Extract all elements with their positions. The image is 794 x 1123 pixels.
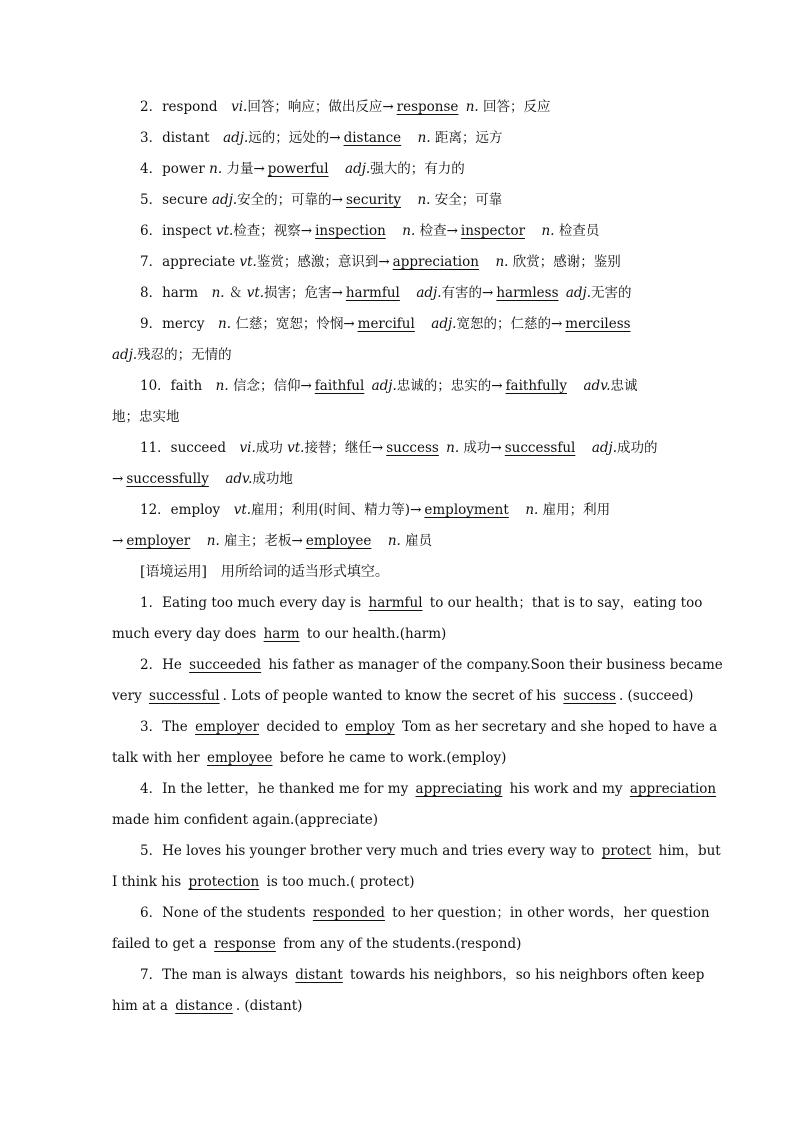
text-segment: adv. — [225, 471, 253, 487]
text-segment: n. — [211, 285, 225, 301]
answer-blank: distance — [175, 998, 233, 1014]
answer-blank: inspector — [460, 223, 526, 239]
text-segment — [578, 440, 592, 456]
exercise-item-continuation — [112, 805, 682, 836]
text-segment: 1．Eating too much every day is — [140, 595, 366, 611]
text-segment: 检查员 — [554, 223, 600, 239]
text-segment: n. — [417, 192, 431, 208]
answer-blank: succeeded — [189, 657, 262, 673]
vocab-item — [112, 185, 682, 216]
text-segment: n. — [525, 502, 539, 518]
text-segment: 信念；信仰→ — [228, 378, 312, 394]
text-segment: n. — [417, 130, 431, 146]
answer-blank: harmful — [368, 595, 423, 611]
text-segment: adj. — [591, 440, 618, 456]
text-segment: n. — [209, 161, 223, 177]
answer-blank: responded — [312, 905, 385, 921]
text-segment: 损害；危害→ — [264, 285, 343, 301]
answer-blank: employ — [345, 719, 395, 735]
vocab-item — [112, 92, 682, 123]
text-segment: before he came to work.(employ) — [275, 750, 507, 766]
vocab-item-continuation — [112, 526, 682, 557]
text-segment: . Lots of people wanted to know the secret of his — [222, 688, 561, 704]
text-segment — [528, 223, 542, 239]
text-segment: 距离；远方 — [430, 130, 503, 146]
text-segment: very — [112, 688, 146, 704]
text-segment — [418, 316, 432, 332]
answer-blank: appreciating — [415, 781, 503, 797]
answer-blank: protection — [188, 874, 260, 890]
text-segment — [404, 192, 418, 208]
text-segment: n. — [215, 378, 229, 394]
exercise-item-continuation — [112, 867, 682, 898]
text-segment: n. — [218, 316, 232, 332]
text-segment: vt. — [233, 502, 252, 518]
text-segment: 7．The man is always — [140, 967, 293, 983]
text-segment: → — [112, 533, 124, 549]
exercise-item-continuation — [112, 681, 694, 712]
text-segment: → — [112, 471, 124, 487]
text-segment: 5．secure — [140, 192, 212, 208]
answer-blank: distant — [295, 967, 343, 983]
exercise-item — [112, 588, 703, 619]
text-segment: adj. — [565, 285, 591, 301]
text-segment: 雇员 — [400, 533, 433, 549]
text-segment: vi. — [239, 440, 256, 456]
answer-blank: harmful — [345, 285, 400, 301]
text-segment: 雇用；利用(时间、精力等)→ — [251, 502, 422, 518]
text-segment: 仁慈；宽恕；怜悯→ — [231, 316, 355, 332]
text-segment: . (succeed) — [618, 688, 694, 704]
text-segment: 忠诚的；忠实的→ — [396, 378, 503, 394]
text-segment — [512, 502, 526, 518]
text-segment: I think his — [112, 874, 186, 890]
answer-blank: merciful — [357, 316, 415, 332]
text-segment — [193, 533, 207, 549]
text-segment: 成功→ — [459, 440, 502, 456]
text-segment: 远的；远处的→ — [248, 130, 341, 146]
text-segment: decided to — [262, 719, 343, 735]
text-segment: 强大的；有力的 — [370, 161, 465, 177]
exercise-item — [112, 836, 721, 867]
text-segment: 鉴赏；感激；意识到→ — [256, 254, 390, 270]
answer-blank: success — [386, 440, 439, 456]
text-segment: ＆ — [224, 285, 247, 301]
text-segment: n. — [465, 99, 479, 115]
answer-blank: powerful — [267, 161, 329, 177]
text-segment: n. — [541, 223, 555, 239]
text-segment: his work and my — [505, 781, 627, 797]
vocab-item-continuation — [112, 464, 682, 495]
text-segment: 8．harm — [140, 285, 212, 301]
text-segment: 12．employ — [140, 502, 234, 518]
text-segment — [482, 254, 496, 270]
vocab-item — [112, 247, 682, 278]
text-segment: 残忍的；无情的 — [137, 347, 232, 363]
text-segment: much every day does — [112, 626, 261, 642]
text-segment: adj. — [112, 347, 138, 363]
exercise-item — [112, 960, 705, 991]
text-segment: 检查→ — [415, 223, 458, 239]
text-segment: 2．He — [140, 657, 187, 673]
text-segment: 接替；继任→ — [304, 440, 384, 456]
section-heading: [语境运用] 用所给词的适当形式填空。 — [140, 564, 389, 580]
text-segment: 成功的 — [617, 440, 658, 456]
text-segment: vi. — [231, 99, 248, 115]
vocab-item-continuation — [112, 340, 682, 371]
text-segment: vt. — [246, 285, 265, 301]
answer-blank: successful — [149, 688, 220, 704]
vocab-item-continuation — [112, 402, 682, 433]
text-segment: towards his neighbors，so his neighbors often keep — [345, 967, 705, 983]
text-segment: vt. — [287, 440, 305, 456]
answer-blank: harmless — [496, 285, 559, 301]
text-segment: from any of the students.(respond) — [278, 936, 522, 952]
exercise-item — [112, 712, 718, 743]
text-segment: 10．faith — [140, 378, 216, 394]
text-segment: Tom as her secretary and she hoped to have a — [397, 719, 718, 735]
text-segment: n. — [495, 254, 509, 270]
text-segment: adj. — [345, 161, 371, 177]
answer-blank: security — [345, 192, 401, 208]
vocab-item — [112, 371, 682, 402]
answer-blank: employer — [195, 719, 260, 735]
text-segment: adj. — [223, 130, 249, 146]
text-segment: failed to get a — [112, 936, 212, 952]
text-segment: vt. — [239, 254, 257, 270]
text-segment — [403, 285, 417, 301]
text-segment: 2．respond — [140, 99, 232, 115]
text-segment: 3．The — [140, 719, 193, 735]
text-segment: his father as manager of the company.Soon their business became — [264, 657, 723, 673]
text-segment: him at a — [112, 998, 173, 1014]
text-segment: 力量→ — [222, 161, 265, 177]
text-segment: to our health；that is to say，eating too — [425, 595, 703, 611]
exercise-item — [112, 774, 717, 805]
text-segment — [404, 130, 418, 146]
text-segment: 9．mercy — [140, 316, 219, 332]
text-segment: is too much.( protect) — [262, 874, 415, 890]
answer-blank: success — [563, 688, 616, 704]
exercise-item-continuation — [112, 929, 682, 960]
text-segment: adj. — [371, 378, 397, 394]
text-segment: 成功 — [255, 440, 288, 456]
vocab-item — [112, 278, 682, 309]
exercise-item-continuation — [112, 991, 682, 1022]
text-segment: made him confident again.(appreciate) — [112, 812, 378, 828]
text-segment: adj. — [431, 316, 457, 332]
exercise-item — [112, 898, 710, 929]
text-segment: adv. — [583, 378, 611, 394]
text-segment: 3．distant — [140, 130, 224, 146]
text-segment — [374, 533, 388, 549]
text-segment — [332, 161, 346, 177]
exercise-item-continuation — [112, 619, 682, 650]
vocab-item — [112, 154, 682, 185]
text-segment: adj. — [416, 285, 442, 301]
text-segment: him，but — [654, 843, 721, 859]
text-segment: talk with her — [112, 750, 204, 766]
text-segment — [389, 223, 403, 239]
text-segment: 回答；反应 — [478, 99, 551, 115]
vocab-item — [112, 309, 682, 340]
text-segment: 雇主；老板→ — [219, 533, 303, 549]
answer-blank: employee — [206, 750, 273, 766]
vocab-item — [112, 123, 682, 154]
answer-blank: appreciation — [629, 781, 717, 797]
answer-blank: employee — [305, 533, 372, 549]
text-segment: 有害的→ — [441, 285, 494, 301]
answer-blank: harm — [263, 626, 300, 642]
text-segment: to her question；in other words，her question — [387, 905, 710, 921]
answer-blank: distance — [343, 130, 402, 146]
text-segment: n. — [206, 533, 220, 549]
text-segment: 地；忠实地 — [112, 409, 180, 425]
text-segment: 11．succeed — [140, 440, 240, 456]
document-body — [112, 92, 723, 1022]
text-segment: 5．He loves his younger brother very much and tries every way to — [140, 843, 599, 859]
answer-blank: inspection — [315, 223, 386, 239]
text-segment: 回答；响应；做出反应→ — [247, 99, 394, 115]
answer-blank: successfully — [126, 471, 209, 487]
text-segment: adj. — [212, 192, 238, 208]
text-segment: vt. — [215, 223, 234, 239]
vocab-item — [112, 433, 682, 464]
text-segment: 7．appreciate — [140, 254, 240, 270]
answer-blank: response — [214, 936, 276, 952]
answer-blank: employer — [126, 533, 191, 549]
answer-blank: employment — [424, 502, 509, 518]
answer-blank: faithful — [314, 378, 365, 394]
answer-blank: merciless — [565, 316, 631, 332]
exercise-item-continuation — [112, 743, 682, 774]
text-segment: 检查；视察→ — [233, 223, 313, 239]
text-segment: 安全；可靠 — [430, 192, 503, 208]
text-segment: to our health.(harm) — [302, 626, 447, 642]
text-segment — [212, 471, 226, 487]
text-segment: 宽恕的；仁慈的→ — [456, 316, 563, 332]
exercise-item — [112, 650, 723, 681]
answer-blank: protect — [601, 843, 652, 859]
text-segment: 安全的；可靠的→ — [237, 192, 343, 208]
text-segment: n. — [387, 533, 401, 549]
answer-blank: faithfully — [505, 378, 567, 394]
text-segment: 忠诚 — [610, 378, 638, 394]
text-segment: n. — [446, 440, 460, 456]
vocab-item — [112, 216, 682, 247]
text-segment: 6．inspect — [140, 223, 216, 239]
text-segment: 4．In the letter，he thanked me for my — [140, 781, 413, 797]
vocab-item — [112, 495, 682, 526]
text-segment: 欣赏；感谢；鉴别 — [508, 254, 621, 270]
answer-blank: successful — [504, 440, 576, 456]
text-segment: . (distant) — [235, 998, 303, 1014]
text-segment: 4．power — [140, 161, 210, 177]
answer-blank: appreciation — [392, 254, 479, 270]
text-segment: 无害的 — [590, 285, 632, 301]
text-segment: 雇用；利用 — [538, 502, 611, 518]
text-segment: 成功地 — [252, 471, 293, 487]
text-segment — [570, 378, 584, 394]
answer-blank: response — [396, 99, 459, 115]
text-segment: n. — [402, 223, 416, 239]
text-segment: 6．None of the students — [140, 905, 310, 921]
